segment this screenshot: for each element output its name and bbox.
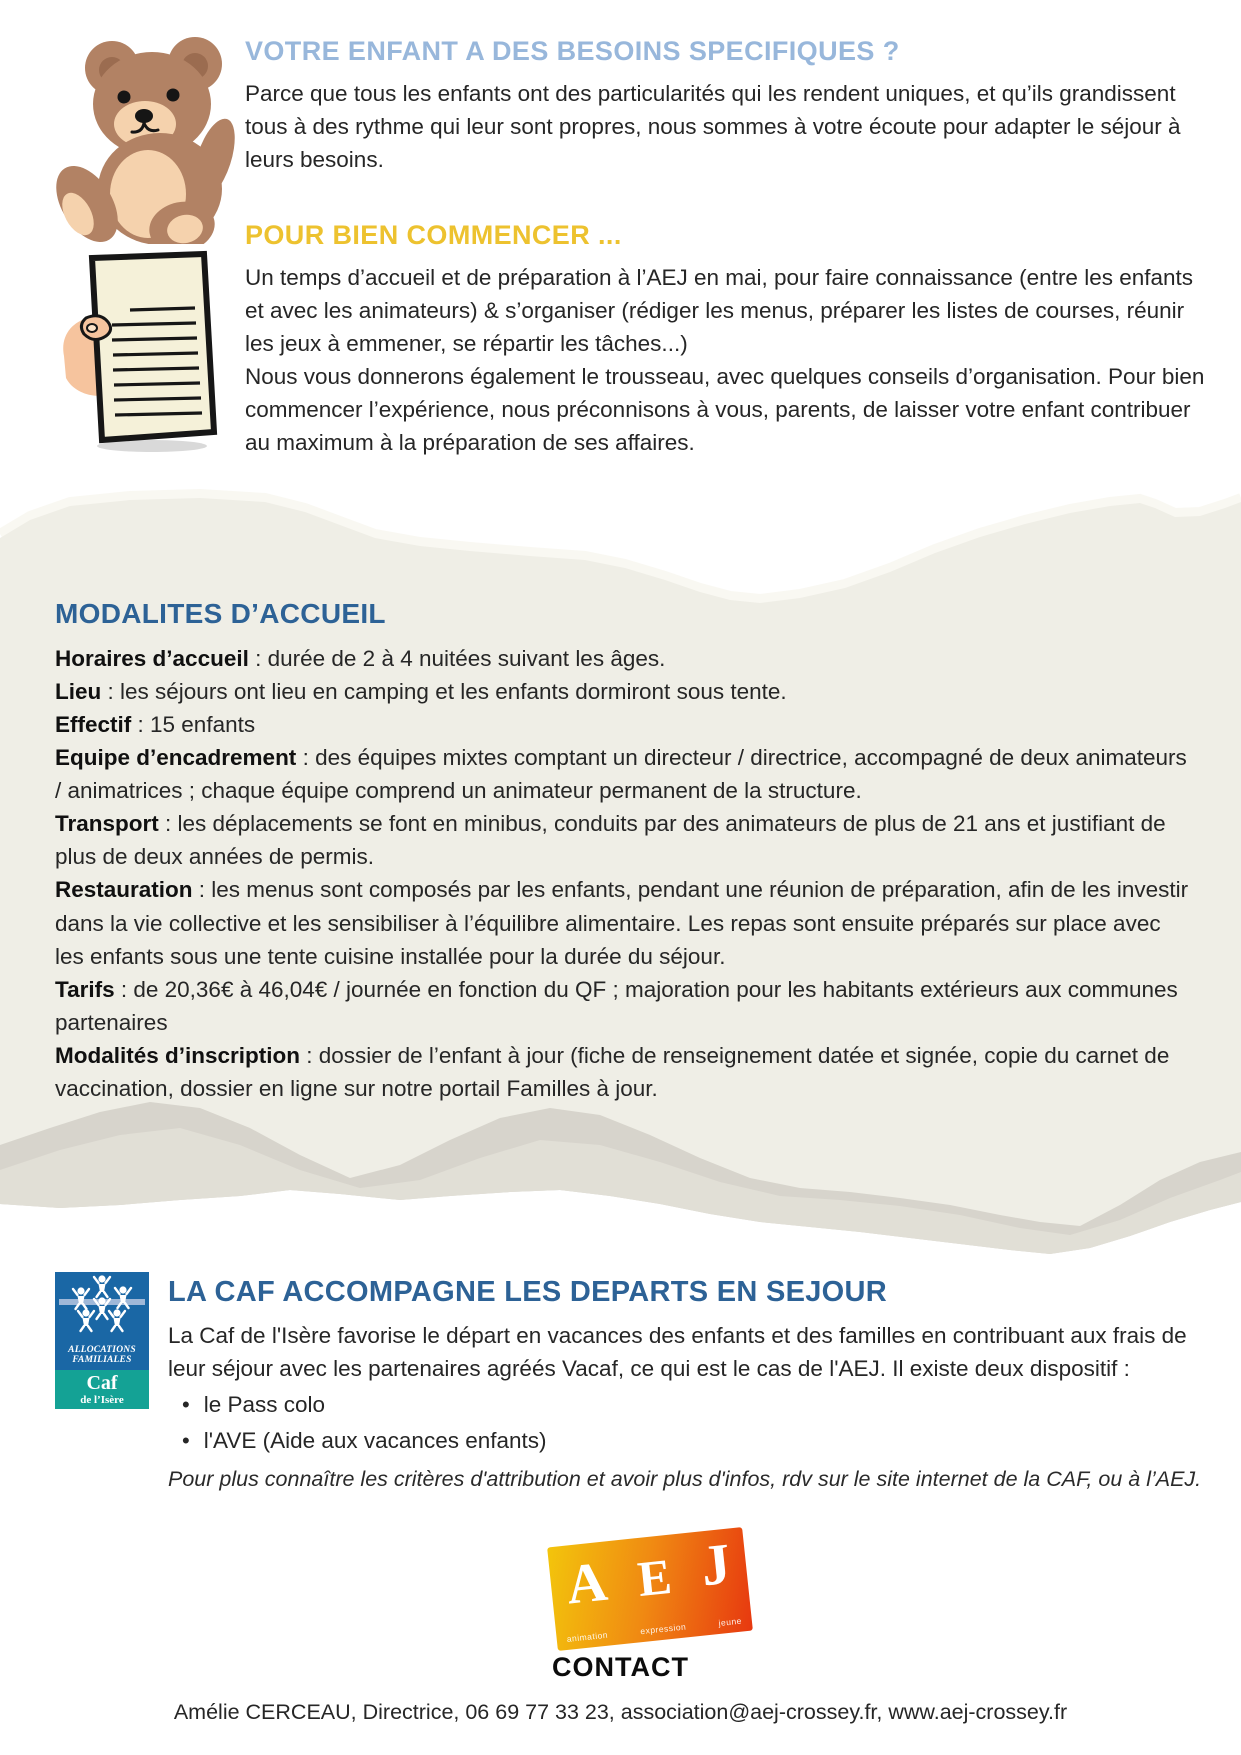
section-commencer-title: POUR BIEN COMMENCER ... <box>245 220 622 250</box>
section-caf <box>168 1276 1214 1495</box>
section-modalites-title: MODALITES D’ACCUEIL <box>55 598 386 629</box>
section-besoins-title: VOTRE ENFANT A DES BESOINS SPECIFIQUES ? <box>245 36 900 66</box>
section-besoins <box>245 36 1207 176</box>
list-item-pass-colo: • le Pass colo <box>182 1387 1214 1423</box>
aej-letter-a: A <box>563 1550 611 1617</box>
caf-logo-familiales: FAMILIALES <box>72 1355 132 1366</box>
aej-logo <box>547 1527 753 1651</box>
section-besoins-body: Parce que tous les enfants ont des particularités qui les rendent uniques, et qu’ils grandissent tous à des rythme qui leur sont propres, nous sommes à votre écoute pour adapter le séjour à leurs besoins. <box>245 81 1181 173</box>
aej-logo-words <box>566 1616 742 1644</box>
caf-family-figures-icon <box>55 1272 149 1334</box>
contact-details: Amélie CERCEAU, Directrice, 06 69 77 33 23, association@aej-crossey.fr, www.aej-crossey.fr <box>173 1700 1068 1724</box>
caf-logo-name: Caf <box>86 1372 118 1394</box>
caf-logo-allocations: ALLOCATIONS <box>68 1345 136 1356</box>
aej-letter-j: J <box>697 1530 734 1599</box>
section-caf-body: La Caf de l'Isère favorise le départ en vacances des enfants et des familles en contribuant aux frais de leur séjour avec les partenaires agréés Vacaf, ce qui est le cas de l'AEJ. Il existe deux dispositif : <box>168 1323 1187 1382</box>
caf-logo <box>55 1272 149 1409</box>
section-commencer-body-2: Nous vous donnerons également le trousseau, avec quelques conseils d’organisation. Pour bien commencer l’expérience, nous préconnisons à vous, parents, de laisser votre enfant contribuer au maximum à la préparation de ses affaires. <box>245 364 1205 456</box>
caf-logo-blue-panel <box>55 1272 149 1370</box>
modalite-restauration: Restauration : les menus sont composés par les enfants, pendant une réunion de préparation, afin de les investir dans la vie collective et les sensibiliser à l’équilibre alimentaire. Les repas sont ensuite préparés sur place avec les enfants sous une tente cuisine installée pour la durée du séjour. <box>55 877 1189 969</box>
modalite-horaires: Horaires d’accueil : durée de 2 à 4 nuitées suivant les âges. <box>55 646 666 671</box>
aej-word-jeune: jeune <box>718 1615 743 1628</box>
aej-word-animation: animation <box>566 1629 609 1644</box>
teddy-bear-illustration <box>32 24 264 244</box>
modalite-inscription: Modalités d’inscription : dossier de l’enfant à jour (fiche de renseignement datée et signée, copie du carnet de vaccination, dossier en ligne sur notre portail Familles à jour. <box>55 1042 1170 1101</box>
modalite-transport: Transport : les déplacements se font en minibus, conduits par des animateurs de plus de 21 ans et justifiant de plus de deux années de permis. <box>55 811 1166 870</box>
checklist-paper-illustration <box>52 248 222 458</box>
aej-logo-letters <box>547 1529 749 1615</box>
list-item-ave: • l'AVE (Aide aux vacances enfants) <box>182 1423 1214 1459</box>
caf-logo-region: de l’Isère <box>80 1394 124 1406</box>
modalite-tarifs: Tarifs : de 20,36€ à 46,04€ / journée en fonction du QF ; majoration pour les habitants extérieurs aux communes partenaires <box>55 976 1178 1035</box>
modalite-lieu: Lieu : les séjours ont lieu en camping et les enfants dormiront sous tente. <box>55 679 787 705</box>
section-commencer-body-1: Un temps d’accueil et de préparation à l’AEJ en mai, pour faire connaissance (entre les enfants et avec les animateurs) & s’organiser (rédiger les menus, préparer les listes de courses, réunir les jeux à emmener, se répartir les tâches...) <box>245 265 1194 357</box>
caf-note: Pour plus connaître les critères d'attribution et avoir plus d'infos, rdv sur le site internet de la CAF, ou à l’AEJ. <box>168 1467 1202 1492</box>
aej-word-expression: expression <box>639 1621 687 1637</box>
aej-letter-e: E <box>635 1547 675 1608</box>
caf-dispositifs-list <box>182 1387 1214 1459</box>
section-commencer <box>245 220 1213 459</box>
modalite-equipe: Equipe d’encadrement : des équipes mixtes comptant un directeur / directrice, accompagné de deux animateurs / animatrices ; chaque équipe comprend un animateur permanent de la structure. <box>55 745 1187 804</box>
modalite-effectif: Effectif : 15 enfants <box>55 712 256 738</box>
section-modalites <box>55 598 1193 1105</box>
caf-logo-teal-panel <box>55 1370 149 1409</box>
section-caf-title: LA CAF ACCOMPAGNE LES DEPARTS EN SEJOUR <box>168 1276 888 1308</box>
contact-title: CONTACT <box>552 1652 689 1682</box>
